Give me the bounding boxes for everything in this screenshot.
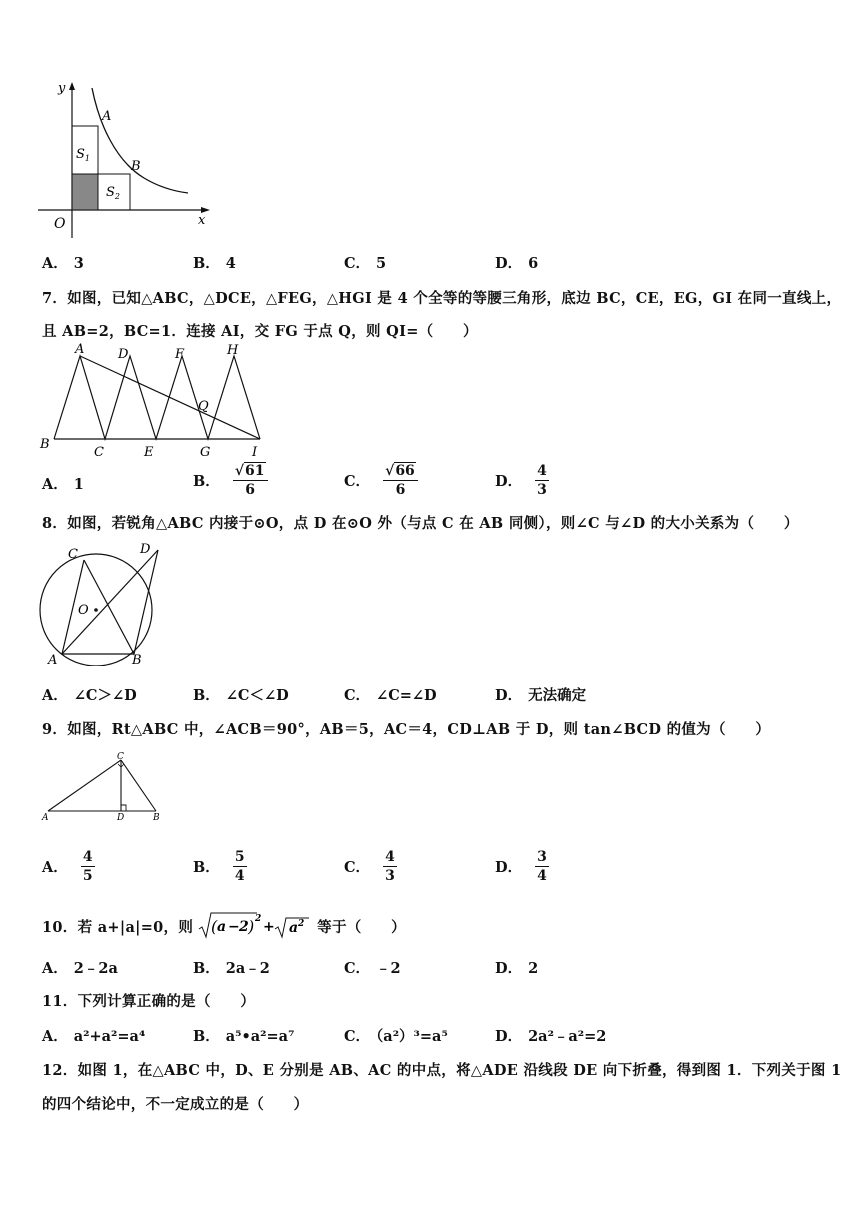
q7-label-d: D [118, 347, 129, 362]
q10-option-d: D． 2 [495, 960, 539, 977]
svg-text:S2 [106, 185, 120, 201]
q10-option-b: B． 2a﹣2 [193, 960, 270, 977]
q6-label-s1: S [76, 147, 85, 162]
q6-option-d: D． 6 [495, 255, 539, 272]
q8-figure [36, 540, 166, 666]
q7-label-g: G [200, 445, 211, 460]
q7-option-d: D． $\frac{4}{3}$ [495, 463, 547, 498]
q6-label-b: B [131, 159, 141, 174]
q6-label-x: x [198, 213, 206, 228]
q9-label-d: D [117, 813, 125, 823]
q9-label-a: A [42, 813, 49, 823]
q9-option-b: B． $\frac{5}{4}$ [193, 849, 245, 884]
svg-text:S1 [76, 147, 90, 163]
q11-option-a: A． a²+a²=a⁴ [42, 1028, 146, 1045]
svg-text:−: − [228, 919, 241, 935]
q11-option-c: C． （a²）³=a⁵ [344, 1028, 448, 1045]
q12-stem-line1: 12．如图 1，在△ABC 中，D、E 分别是 AB、AC 的中点，将△ADE 沿线段 DE 向下折叠，得到图 1．下列关于图 1 [42, 1062, 842, 1079]
q10-radical-expression [197, 910, 313, 942]
svg-text:2: 2 [298, 919, 305, 929]
q7-label-f: F [175, 347, 185, 362]
q8-label-b: B [132, 653, 142, 666]
q8-stem: 8．如图，若锐角△ABC 内接于⊙O，点 D 在⊙O 外（与点 C 在 AB 同侧），则∠C 与∠D 的大小关系为（ ） [42, 515, 799, 532]
q6-option-b: B． 4 [193, 255, 236, 272]
q7-label-e: E [144, 445, 154, 460]
q9-option-a: A． $\frac{4}{5}$ [42, 849, 93, 884]
q11-option-d: D． 2a²﹣a²=2 [495, 1028, 607, 1045]
q6-label-s2: S [106, 185, 115, 200]
q11-option-b: B． a⁵•a²=a⁷ [193, 1028, 295, 1045]
q7-label-h: H [227, 343, 239, 358]
q9-option-c: C． $\frac{4}{3}$ [344, 849, 395, 884]
q6-label-a: A [102, 109, 112, 124]
q8-option-d: D． 无法确定 [495, 687, 587, 704]
q9-label-b: B [153, 813, 160, 823]
svg-text:(: ( [211, 917, 218, 936]
q6-label-s2-sub: 2 [114, 192, 120, 201]
svg-text:2: 2 [239, 919, 250, 935]
svg-text:2: 2 [255, 914, 262, 924]
q10-option-a: A． 2﹣2a [42, 960, 118, 977]
q11-stem: 11．下列计算正确的是（ ） [42, 993, 256, 1010]
q6-figure [38, 78, 218, 238]
q8-option-c: C． ∠C=∠D [344, 687, 437, 704]
svg-text:+: + [263, 919, 276, 935]
q10-suffix: 等于（ ） [317, 918, 406, 936]
q7-option-a: A． 1 [42, 476, 84, 493]
q10-prefix: 10．若 a+|a|=0，则 [42, 918, 194, 936]
q7-stem-line2: 且 AB=2，BC=1．连接 AI，交 FG 于点 Q，则 QI=（ ） [42, 323, 478, 340]
q9-label-c: C [117, 752, 124, 762]
svg-text:a: a [217, 919, 227, 935]
q8-option-a: A． ∠C＞∠D [42, 687, 137, 704]
q6-label-y: y [58, 81, 66, 96]
q7-label-c: C [94, 445, 104, 460]
q9-figure [40, 750, 164, 824]
q7-label-i: I [252, 445, 258, 460]
svg-text:): ) [248, 917, 255, 936]
q6-option-c: C． 5 [344, 255, 387, 272]
q10-stem [42, 910, 406, 942]
q6-option-a: A． 3 [42, 255, 84, 272]
q12-stem-line2: 的四个结论中，不一定成立的是（ ） [42, 1096, 309, 1113]
q6-label-o: O [54, 216, 66, 232]
q7-option-b: B． $\frac{√61}{6}$ [193, 462, 268, 499]
q8-label-o: O [78, 603, 89, 618]
q9-option-d: D． $\frac{3}{4}$ [495, 849, 547, 884]
q7-figure [38, 340, 268, 462]
q10-option-c: C． ﹣2 [344, 960, 401, 977]
q7-label-b: B [40, 437, 50, 452]
q9-stem: 9．如图，Rt△ABC 中，∠ACB＝90°，AB＝5，AC＝4，CD⊥AB 于 D，则 tan∠BCD 的值为（ ） [42, 721, 771, 738]
q8-label-c: C [68, 547, 78, 562]
q8-label-a: A [48, 653, 58, 666]
q7-option-c: C． $\frac{√66}{6}$ [344, 462, 418, 499]
q6-label-s1-sub: 1 [84, 154, 90, 163]
q8-option-b: B． ∠C＜∠D [193, 687, 289, 704]
q8-label-d: D [140, 542, 151, 557]
q7-label-a: A [75, 342, 85, 357]
svg-text:a: a [289, 920, 299, 936]
q7-label-q: Q [198, 399, 209, 414]
q7-stem-line1: 7．如图，已知△ABC，△DCE，△FEG，△HGI 是 4 个全等的等腰三角形，底边 BC，CE，EG，GI 在同一直线上， [42, 290, 842, 307]
